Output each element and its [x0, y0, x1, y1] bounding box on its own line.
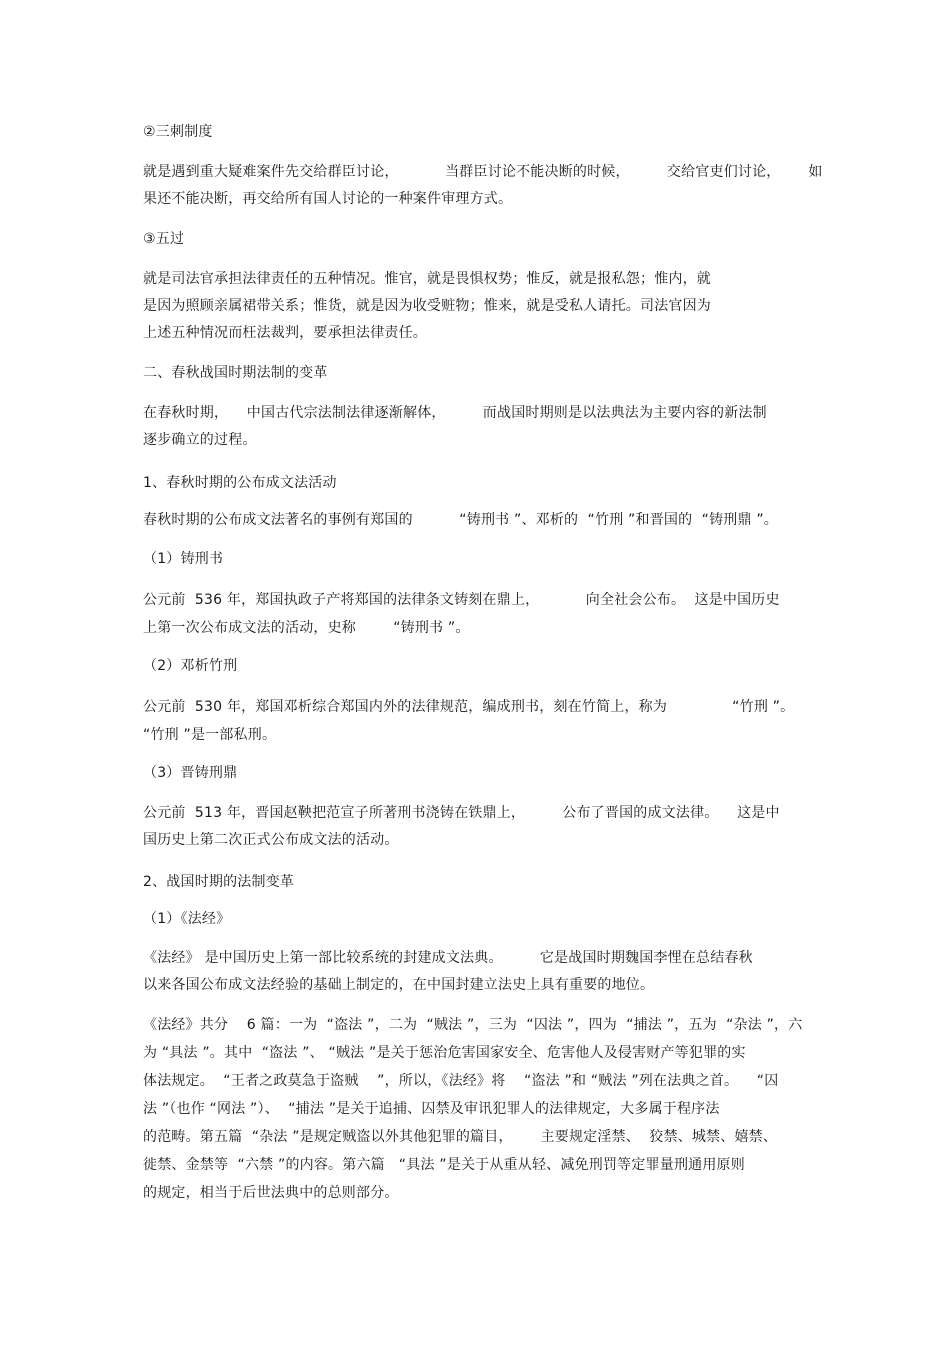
subsection-heading-2: 2、战国时期的法制变革: [143, 874, 295, 890]
paragraph-line: 国历史上第二次正式公布成文法的活动。: [143, 832, 399, 848]
paragraph-line: 的规定，相当于后世法典中的总则部分。: [143, 1185, 399, 1201]
item-heading-fa-jing: （1）《法经》: [143, 911, 231, 927]
paragraph-line: 徙禁、金禁等 “六禁 ”的内容。第六篇 “具法 ”是关于从重从轻、减免刑罚等定罪量刑通用原则: [143, 1157, 745, 1173]
section-heading-2: 二、春秋战国时期法制的变革: [143, 365, 328, 381]
paragraph-line: 就是遇到重大疑难案件先交给群臣讨论， 当群臣讨论不能决断的时候， 交给官吏们讨论， 如: [143, 164, 823, 180]
paragraph-line: 上述五种情况而枉法裁判，要承担法律责任。: [143, 325, 427, 341]
paragraph-line: 上第一次公布成文法的活动，史称 “铸刑书 ”。: [143, 620, 470, 636]
paragraph-line: 就是司法官承担法律责任的五种情况。惟官，就是畏惧权势；惟反，就是报私怨；惟内，就: [143, 271, 711, 287]
paragraph-line: 为 “具法 ”。其中 “盗法 ”、 “贼法 ”是关于惩治危害国家安全、危害他人及侵害财产等犯罪的实: [143, 1045, 746, 1061]
paragraph-line: 的范畴。第五篇 “杂法 ”是规定贼盗以外其他犯罪的篇目， 主要规定淫禁、 狡禁、城禁、嬉禁、: [143, 1129, 778, 1145]
paragraph-line: 《法经》共分 6 篇：一为 “盗法 ”，二为 “贼法 ”，三为 “囚法 ”，四为 “捕法 ”，五为 “杂法 ”，六: [143, 1017, 803, 1033]
paragraph-line: 体法规定。 “王者之政莫急于盗贼 ”，所以，《法经》将 “盗法 ”和 “贼法 ”列在法典之首。 “囚: [143, 1073, 779, 1089]
item-heading-zhu-xing-shu: （1）铸刑书: [143, 551, 224, 567]
paragraph-line: 是因为照顾亲属裙带关系；惟货，就是因为收受赃物；惟来，就是受私人请托。司法官因为: [143, 298, 711, 314]
paragraph-line: 公元前 513 年，晋国赵鞅把范宣子所著刑书浇铸在铁鼎上， 公布了晋国的成文法律。 这是中: [143, 805, 780, 821]
paragraph-line: “竹刑 ”是一部私刑。: [143, 727, 277, 743]
paragraph-line: 春秋时期的公布成文法著名的事例有郑国的 “铸刑书 ”、邓析的 “竹刑 ”和晋国的 “铸刑鼎 ”。: [143, 512, 778, 528]
heading-san-ci-system: ②三刺制度: [143, 124, 213, 140]
paragraph-line: 在春秋时期， 中国古代宗法制法律逐渐解体， 而战国时期则是以法典法为主要内容的新法制: [143, 405, 767, 421]
item-heading-deng-xi-zhu-xing: （2）邓析竹刑: [143, 658, 238, 674]
paragraph-line: 逐步确立的过程。: [143, 432, 257, 448]
paragraph-line: 公元前 530 年，郑国邓析综合郑国内外的法律规范，编成刑书，刻在竹简上，称为 “竹刑 ”。: [143, 699, 795, 715]
paragraph-line: 《法经》 是中国历史上第一部比较系统的封建成文法典。 它是战国时期魏国李悝在总结春秋: [143, 950, 753, 966]
paragraph-line: 公元前 536 年，郑国执政子产将郑国的法律条文铸刻在鼎上， 向全社会公布。 这是中国历史: [143, 592, 780, 608]
item-heading-jin-zhu-xing-ding: （3）晋铸刑鼎: [143, 765, 238, 781]
heading-wu-guo: ③五过: [143, 231, 185, 247]
subsection-heading-1: 1、春秋时期的公布成文法活动: [143, 475, 337, 491]
paragraph-line: 以来各国公布成文法经验的基础上制定的，在中国封建立法史上具有重要的地位。: [143, 977, 655, 993]
paragraph-line: 法 ”（也作 “网法 ”）、 “捕法 ”是关于追捕、囚禁及审讯犯罪人的法律规定，大多属于程序法: [143, 1101, 720, 1117]
paragraph-line: 果还不能决断，再交给所有国人讨论的一种案件审理方式。: [143, 191, 513, 207]
